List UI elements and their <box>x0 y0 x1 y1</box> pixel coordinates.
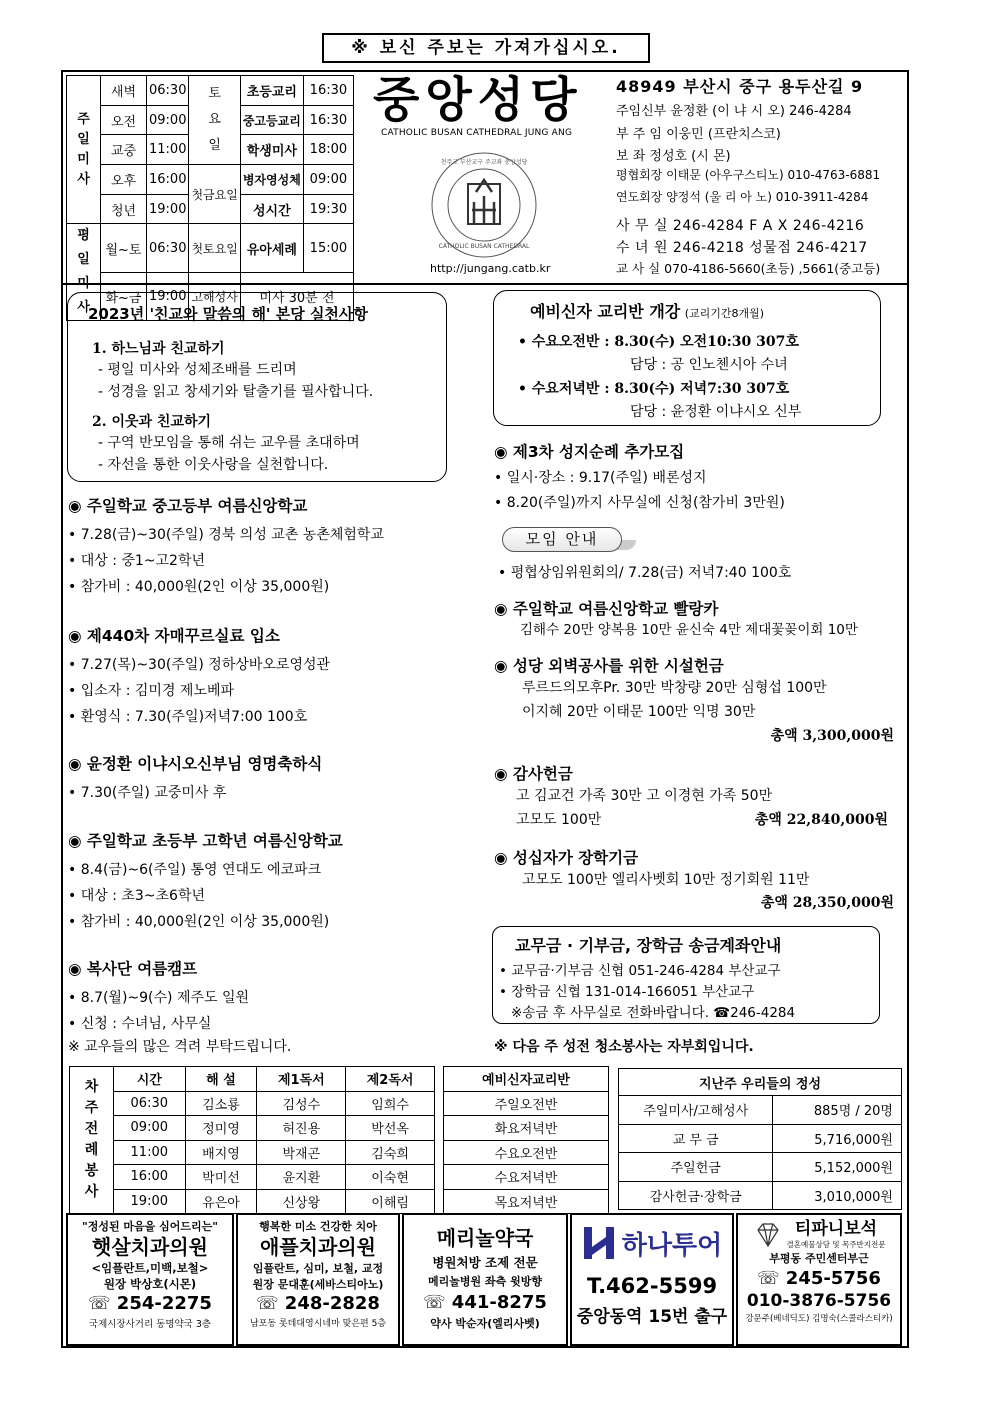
contact-line: 부 주 임 이웅민 (프란치스코) <box>616 127 781 142</box>
list-item: • 신청 : 수녀님, 사무실 <box>68 1016 212 1032</box>
ad-sub: 메리놀병원 좌측 윗방향 <box>428 1275 542 1288</box>
meeting-item: • 평협상임위원회의/ 7.28(금) 저녁7:40 100호 <box>498 565 792 581</box>
section-title: ◉ 성당 외벽공사를 위한 시설헌금 <box>494 657 724 675</box>
table-row <box>70 1116 435 1141</box>
catechumen-teacher: 담당 : 공 인노첸시아 수녀 <box>630 357 788 373</box>
cell: 감사헌금·장학금 <box>619 1181 773 1210</box>
cell: 박선옥 <box>346 1116 435 1141</box>
church-name: 중앙성당 <box>373 72 583 128</box>
table-row <box>70 1140 435 1165</box>
meeting-pill: 모임 안내 <box>502 527 622 552</box>
catechumen-box <box>493 290 881 426</box>
list-item: • 대상 : 초3~초6학년 <box>68 888 206 904</box>
practice-item: - 평일 미사와 성체조배를 드리며 <box>98 362 297 378</box>
mass-time: 09:00 <box>147 105 189 135</box>
ad-sub: 원장 박상호(시몬) <box>103 1277 197 1291</box>
cell: 박재곤 <box>257 1140 346 1165</box>
mass-time: 19:00 <box>147 272 189 321</box>
cell: 윤지환 <box>257 1165 346 1190</box>
donation-section <box>494 846 894 914</box>
donor-line: 루르드의모후Pr. 30만 박창량 20만 심형섭 100만 <box>522 680 827 696</box>
practice-box <box>67 292 447 482</box>
cell: 김성수 <box>257 1091 346 1116</box>
ad-footer: 남포동 롯데대영시네마 맞은편 5층 <box>249 1319 387 1329</box>
mass-cell: 새벽 <box>101 76 147 106</box>
mass-cell: 월~토 <box>101 224 147 273</box>
cell: 5,716,000원 <box>773 1124 902 1153</box>
mass-time: 16:30 <box>303 76 353 106</box>
mass-time: 09:00 <box>303 165 353 195</box>
account-box <box>492 926 880 1024</box>
ad-name: 하나투어 <box>621 1230 723 1261</box>
left-section-5 <box>68 957 488 1037</box>
section-title: ◉ 주일학교 초등부 고학년 여름신앙학교 <box>68 832 343 850</box>
liturgy-duty-table <box>69 1066 435 1214</box>
ad-footer: 약사 박순자(엘리사벳) <box>430 1317 540 1330</box>
cell: 11:00 <box>114 1140 186 1165</box>
cell: 김숙희 <box>346 1140 435 1165</box>
catechumen-class: • 수요저녁반 : 8.30(수) 저녁7:30 307호 <box>518 381 790 397</box>
catechumen-period: (교리기간8개월) <box>684 307 765 320</box>
church-url[interactable]: http://jungang.catb.kr <box>430 262 551 275</box>
practice-item: - 자선을 통한 이웃사랑을 실천합니다. <box>98 457 329 473</box>
list-item: • 8.7(월)~9(수) 제주도 일원 <box>68 990 250 1006</box>
ad-tagline: "정성된 마음을 심어드리는" <box>81 1220 218 1233</box>
section-title: ◉ 주일학교 여름신앙학교 빨랑카 <box>494 600 719 618</box>
ad-sub: 부평동 주민센터부근 <box>769 1252 869 1265</box>
cell: 정미영 <box>185 1116 257 1141</box>
duty-header: 제2독서 <box>346 1067 435 1092</box>
section-title: ◉ 제3차 성지순례 추가모집 <box>494 443 685 461</box>
donation-total: 총액 3,300,000원 <box>770 728 894 744</box>
ad-sub: <임플란트,미백,보철> <box>91 1261 209 1275</box>
account-line: • 장학금 신협 131-014-166051 부산교구 <box>499 984 755 1000</box>
duty-label: 차주전례봉사 <box>70 1067 114 1214</box>
ad-footer: 강문주(베네딕도) 김명숙(스콜라스티카) <box>745 1314 893 1324</box>
first-friday-label: 첫금요일 <box>189 165 240 224</box>
account-line: ※송금 후 사무실로 전화바랍니다. ☎246-4284 <box>511 1005 796 1021</box>
mass-time: 19:30 <box>303 194 353 224</box>
list-item: • 참가비 : 40,000원(2인 이상 35,000원) <box>68 579 330 595</box>
cell: 허진용 <box>257 1116 346 1141</box>
duty-header: 시간 <box>114 1067 186 1092</box>
table-header: 예비신자교리반 <box>444 1067 609 1092</box>
ad-maryknoll-pharmacy <box>402 1213 568 1346</box>
church-seal-icon <box>428 150 540 260</box>
donation-total: 총액 22,840,000원 <box>754 812 888 828</box>
cell: 885명 / 20명 <box>773 1096 902 1125</box>
practice-item: - 성경을 읽고 창세기와 탈출기를 필사합니다. <box>98 384 374 400</box>
ad-footer: 중앙동역 15번 출구 <box>576 1307 728 1327</box>
cell: 주일헌금 <box>619 1153 773 1182</box>
left-section-3 <box>68 752 488 806</box>
ad-phone: ☏ 245-5756 <box>757 1268 881 1289</box>
practice-heading: 1. 하느님과 친교하기 <box>92 341 225 357</box>
ad-footer: 국제시장사거리 동명약국 3층 <box>88 1319 212 1330</box>
diamond-icon <box>753 1220 783 1250</box>
contact-line: 사 무 실 246-4284 F A X 246-4216 <box>616 218 865 234</box>
mass-cell: 고해성사 <box>189 272 240 321</box>
mass-cell: 중고등교리 <box>240 105 303 135</box>
mass-schedule-table <box>66 75 354 321</box>
ad-name: 애플치과의원 <box>260 1235 376 1259</box>
cell: 수요오전반 <box>444 1140 609 1165</box>
cell: 임희수 <box>346 1091 435 1116</box>
offering-table <box>618 1068 902 1210</box>
cell: 유은아 <box>185 1189 257 1214</box>
ad-name: 티파니보석 <box>794 1219 878 1239</box>
section-title: ◉ 성십자가 장학기금 <box>494 849 639 867</box>
mass-time: 06:30 <box>147 76 189 106</box>
ad-phone: ☏ 254-2275 <box>88 1293 212 1314</box>
duty-header: 해 설 <box>185 1067 257 1092</box>
contact-line: 보 좌 정성호 (시 몬) <box>616 149 731 164</box>
account-line: • 교무금·기부금 신협 051-246-4284 부산교구 <box>499 963 781 979</box>
ad-name: 메리놀약국 <box>436 1226 534 1250</box>
cleaning-note: ※ 다음 주 성전 청소봉사는 자부회입니다. <box>494 1039 754 1055</box>
section-title: ◉ 윤정환 이냐시오신부님 영명축하식 <box>68 755 323 773</box>
table-row <box>70 1165 435 1190</box>
cell: 화요저녁반 <box>444 1116 609 1141</box>
mass-cell: 초등교리 <box>240 76 303 106</box>
practice-item: - 구역 반모임을 통해 쉬는 교우를 초대하며 <box>98 435 360 451</box>
contact-line: 교 사 실 070-4186-5660(초등) ,5661(중고등) <box>616 261 881 276</box>
ad-tiffany-jewelry <box>736 1213 902 1346</box>
mass-cell: 첫토요일 <box>189 224 240 273</box>
ad-phone: ☏ 441-8275 <box>423 1292 547 1313</box>
practice-title: 2023년 '친교와 말씀의 해' 본당 실천사항 <box>88 305 368 323</box>
contact-line: 평협회장 이태문 (아우구스티노) 010-4763-6881 <box>616 168 881 182</box>
cell: 3,010,000원 <box>773 1181 902 1210</box>
donor-line: 고 김교건 가족 30만 고 이경현 가족 50만 <box>516 788 773 804</box>
mass-cell: 화~금 <box>101 272 147 321</box>
mass-cell: 성시간 <box>240 194 303 224</box>
mass-cell: 유아세례 <box>240 224 303 273</box>
mass-cell: 교중 <box>101 135 147 165</box>
donor-line: 고모도 100만 엘리사벳회 10만 정기회원 11만 <box>522 872 810 888</box>
ad-apple-dental <box>236 1213 400 1346</box>
mass-cell: 학생미사 <box>240 135 303 165</box>
ad-haetsal-dental <box>66 1213 234 1346</box>
section-title: ◉ 복사단 여름캠프 <box>68 960 198 978</box>
pilgrimage-section <box>494 440 785 516</box>
mass-cell: 오후 <box>101 165 147 195</box>
catechumen-teacher: 담당 : 윤정환 이냐시오 신부 <box>630 404 802 420</box>
mass-cell: 청년 <box>101 194 147 224</box>
saturday-label: 토요일 <box>189 76 240 165</box>
list-item: • 입소자 : 김미경 제노베파 <box>68 683 235 699</box>
ad-name: 햇살치과의원 <box>92 1235 208 1259</box>
cell: 이해림 <box>346 1189 435 1214</box>
list-item: • 일시·장소 : 9.17(주일) 배론성지 <box>494 470 707 486</box>
cell: 19:00 <box>114 1189 186 1214</box>
mass-cell: 미사 30분 전 <box>240 272 353 321</box>
left-section-1 <box>68 494 488 600</box>
weekday-mass-label: 평일미사 <box>67 224 101 321</box>
hanatour-logo-icon <box>582 1223 616 1263</box>
mass-time: 16:30 <box>303 105 353 135</box>
cell: 주일미사/고해성사 <box>619 1096 773 1125</box>
donation-total: 총액 28,350,000원 <box>760 895 894 911</box>
left-section-4 <box>68 829 488 935</box>
section-title: ◉ 제440차 자매꾸르실료 입소 <box>68 627 280 645</box>
practice-heading: 2. 이웃과 친교하기 <box>92 414 212 430</box>
list-item: • 환영식 : 7.30(주일)저녁7:00 100호 <box>68 709 308 725</box>
cell: 목요저녁반 <box>444 1189 609 1214</box>
ad-sub: 병원처방 조제 전문 <box>432 1255 538 1270</box>
sunday-mass-label: 주일미사 <box>67 76 101 224</box>
church-address: 48949 부산시 중구 용두산길 9 <box>616 77 864 96</box>
cell: 박미선 <box>185 1165 257 1190</box>
cell: 09:00 <box>114 1116 186 1141</box>
cell: 신상왕 <box>257 1189 346 1214</box>
list-item: • 8.20(주일)까지 사무실에 신청(참가비 3만원) <box>494 495 785 511</box>
section-title: ◉ 감사헌금 <box>494 765 573 783</box>
catechumen-title: 예비신자 교리반 개강 <box>530 302 681 321</box>
ad-tagline: 행복한 미소 건강한 치아 <box>259 1220 377 1233</box>
cell: 16:00 <box>114 1165 186 1190</box>
contact-line: 수 녀 원 246-4218 성물점 246-4217 <box>616 240 868 256</box>
left-section-2 <box>68 624 488 730</box>
ad-phone: 010-3876-5756 <box>746 1291 892 1311</box>
table-row <box>70 1091 435 1116</box>
list-item: • 대상 : 중1~고2학년 <box>68 553 206 569</box>
svg-text:CATHOLIC BUSAN CATHEDRAL: CATHOLIC BUSAN CATHEDRAL <box>438 243 530 250</box>
contact-line: 연도회장 양정석 (울 리 아 노) 010-3911-4284 <box>616 190 869 204</box>
donor-line: 이지혜 20만 이태문 100만 익명 30만 <box>522 704 756 720</box>
svg-text:천주교 부산교구 주교좌 중앙성당: 천주교 부산교구 주교좌 중앙성당 <box>440 159 528 166</box>
donor-line: 김해수 20만 양복용 10만 윤신숙 4만 제대꽃꽂이회 10만 <box>520 622 858 638</box>
mass-cell: 병자영성체 <box>240 165 303 195</box>
mass-time: 18:00 <box>303 135 353 165</box>
list-item: • 참가비 : 40,000원(2인 이상 35,000원) <box>68 914 330 930</box>
mass-cell: 오전 <box>101 105 147 135</box>
mass-time: 19:00 <box>147 194 189 224</box>
cell: 주일오전반 <box>444 1091 609 1116</box>
ad-sub: 임플란트, 심미, 보철, 교정 <box>252 1262 384 1275</box>
account-title: 교무금 · 기부금, 장학금 송금계좌안내 <box>515 936 782 955</box>
cell: 06:30 <box>114 1091 186 1116</box>
left-note: ※ 교우들의 많은 격려 부탁드립니다. <box>68 1039 292 1055</box>
catechumen-class: • 수요오전반 : 8.30(수) 오전10:30 307호 <box>518 334 799 350</box>
cell: 교 무 금 <box>619 1124 773 1153</box>
donor-line: 고모도 100만 <box>516 812 602 828</box>
mass-time: 15:00 <box>303 224 353 273</box>
cell: 이숙현 <box>346 1165 435 1190</box>
donation-section <box>494 597 894 642</box>
section-title: ◉ 주일학교 중고등부 여름신앙학교 <box>68 497 308 515</box>
mass-time: 11:00 <box>147 135 189 165</box>
table-row <box>70 1189 435 1214</box>
ad-sub: 결혼예물상담 및 목주반지전문 <box>786 1240 886 1249</box>
church-english-name: CATHOLIC BUSAN CATHEDRAL JUNG ANG <box>381 128 573 138</box>
donation-section <box>494 654 894 748</box>
contact-line: 주임신부 윤정환 (이 냐 시 오) 246-4284 <box>616 104 852 119</box>
ad-phone: ☏ 248-2828 <box>256 1293 380 1314</box>
duty-header: 제1독서 <box>257 1067 346 1092</box>
mass-time: 06:30 <box>147 224 189 273</box>
ad-sub: 원장 문대훈(세바스티아노) <box>252 1278 384 1291</box>
list-item: • 8.4(금)~6(주일) 통영 연대도 에코파크 <box>68 862 322 878</box>
table-header: 지난주 우리들의 정성 <box>619 1069 902 1096</box>
list-item: • 7.27(목)~30(주일) 정하상바오로영성관 <box>68 657 331 673</box>
list-item: • 7.30(주일) 교중미사 후 <box>68 785 227 801</box>
cell: 수요저녁반 <box>444 1165 609 1190</box>
mass-time: 16:00 <box>147 165 189 195</box>
catechumen-class-table <box>443 1066 609 1214</box>
donation-section <box>494 762 894 832</box>
cell: 5,152,000원 <box>773 1153 902 1182</box>
ad-phone: T.462-5599 <box>586 1274 718 1298</box>
cell: 김소룡 <box>185 1091 257 1116</box>
cell: 배지영 <box>185 1140 257 1165</box>
ad-hanatour <box>570 1213 734 1346</box>
take-home-banner: ※ 보신 주보는 가져가십시오. <box>322 33 650 63</box>
list-item: • 7.28(금)~30(주일) 경북 의성 교촌 농촌체험학교 <box>68 527 384 543</box>
